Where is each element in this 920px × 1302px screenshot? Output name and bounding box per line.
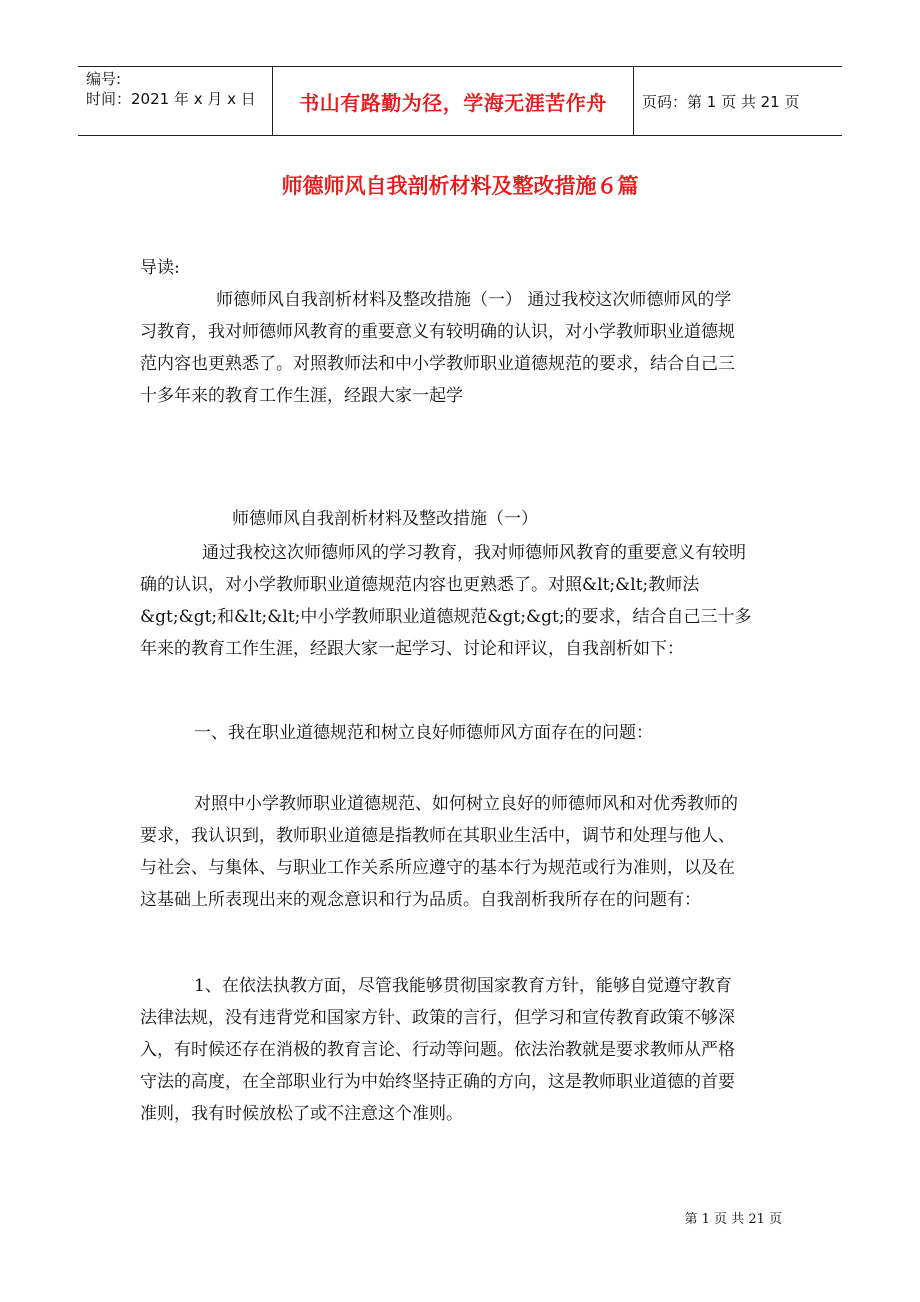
heading-problems: 一、我在职业道德规范和树立良好师德师风方面存在的问题： [194,723,653,743]
intro-paragraph: 师德师风自我剖析材料及整改措施（一） 通过我校这次师德师风的学 习教育，我对师德师风教育的重要意义有较明确的认识，对小学教师职业道德规 范内容也更熟悉了。对照教师法和中小学教师职业道德规范的要求，结合自己三 十多年来的教育工作生涯，经跟大家一起学 [140,290,735,406]
header-meta [78,67,272,135]
time-label: 时间：2021 年 x 月 x 日 [86,90,256,108]
page-footer: 第 1 页 共 21 页 [684,1212,782,1227]
paragraph-2: 对照中小学教师职业道德规范、如何树立良好的师德师风和对优秀教师的 要求，我认识到，教师职业道德是指教师在其职业生活中，调节和处理与他人、 与社会、与集体、与职业工作关系所应遵守的基本行为规范或行为准则，以及在 这基础上所表现出来的观念意识和行为品质。自我剖析我所存在的问题有： [140,794,738,910]
header-motto: 书山有路勤为径，学海无涯苦作舟 [272,67,634,135]
document-header [78,66,842,136]
header-page-info: 页码：第 1 页 共 21 页 [642,92,800,111]
paragraph-1: 通过我校这次师德师风的学习教育，我对师德师风教育的重要意义有较明 确的认识，对小学教师职业道德规范内容也更熟悉了。对照&lt;&lt;教师法 &gt;&gt;和&lt;&lt;中小学教师职业道德规范&gt;&gt;的要求，结合自己三十多 年来的教育工作生涯，经跟大家一起学习、讨论和评议，自我剖析如下： [140,543,752,659]
section-title: 师德师风自我剖析材料及整改措施（一） [232,509,538,529]
document-title: 师德师风自我剖析材料及整改措施６篇 [281,174,639,198]
guide-label: 导读: [140,258,180,278]
paragraph-3: 1、在依法执教方面，尽管我能够贯彻国家教育方针，能够自觉遵守教育 法律法规，没有违背党和国家方针、政策的言行，但学习和宣传教育政策不够深 入，有时候还存在消极的教育言论、行动等问题。依法治教就是要求教师从严格 守法的高度，在全部职业行为中始终坚持正确的方向，这是教师职业道德的首要 准则，我有时候放松了或不注意这个准则。 [140,976,735,1124]
number-label: 编号: [86,70,122,88]
